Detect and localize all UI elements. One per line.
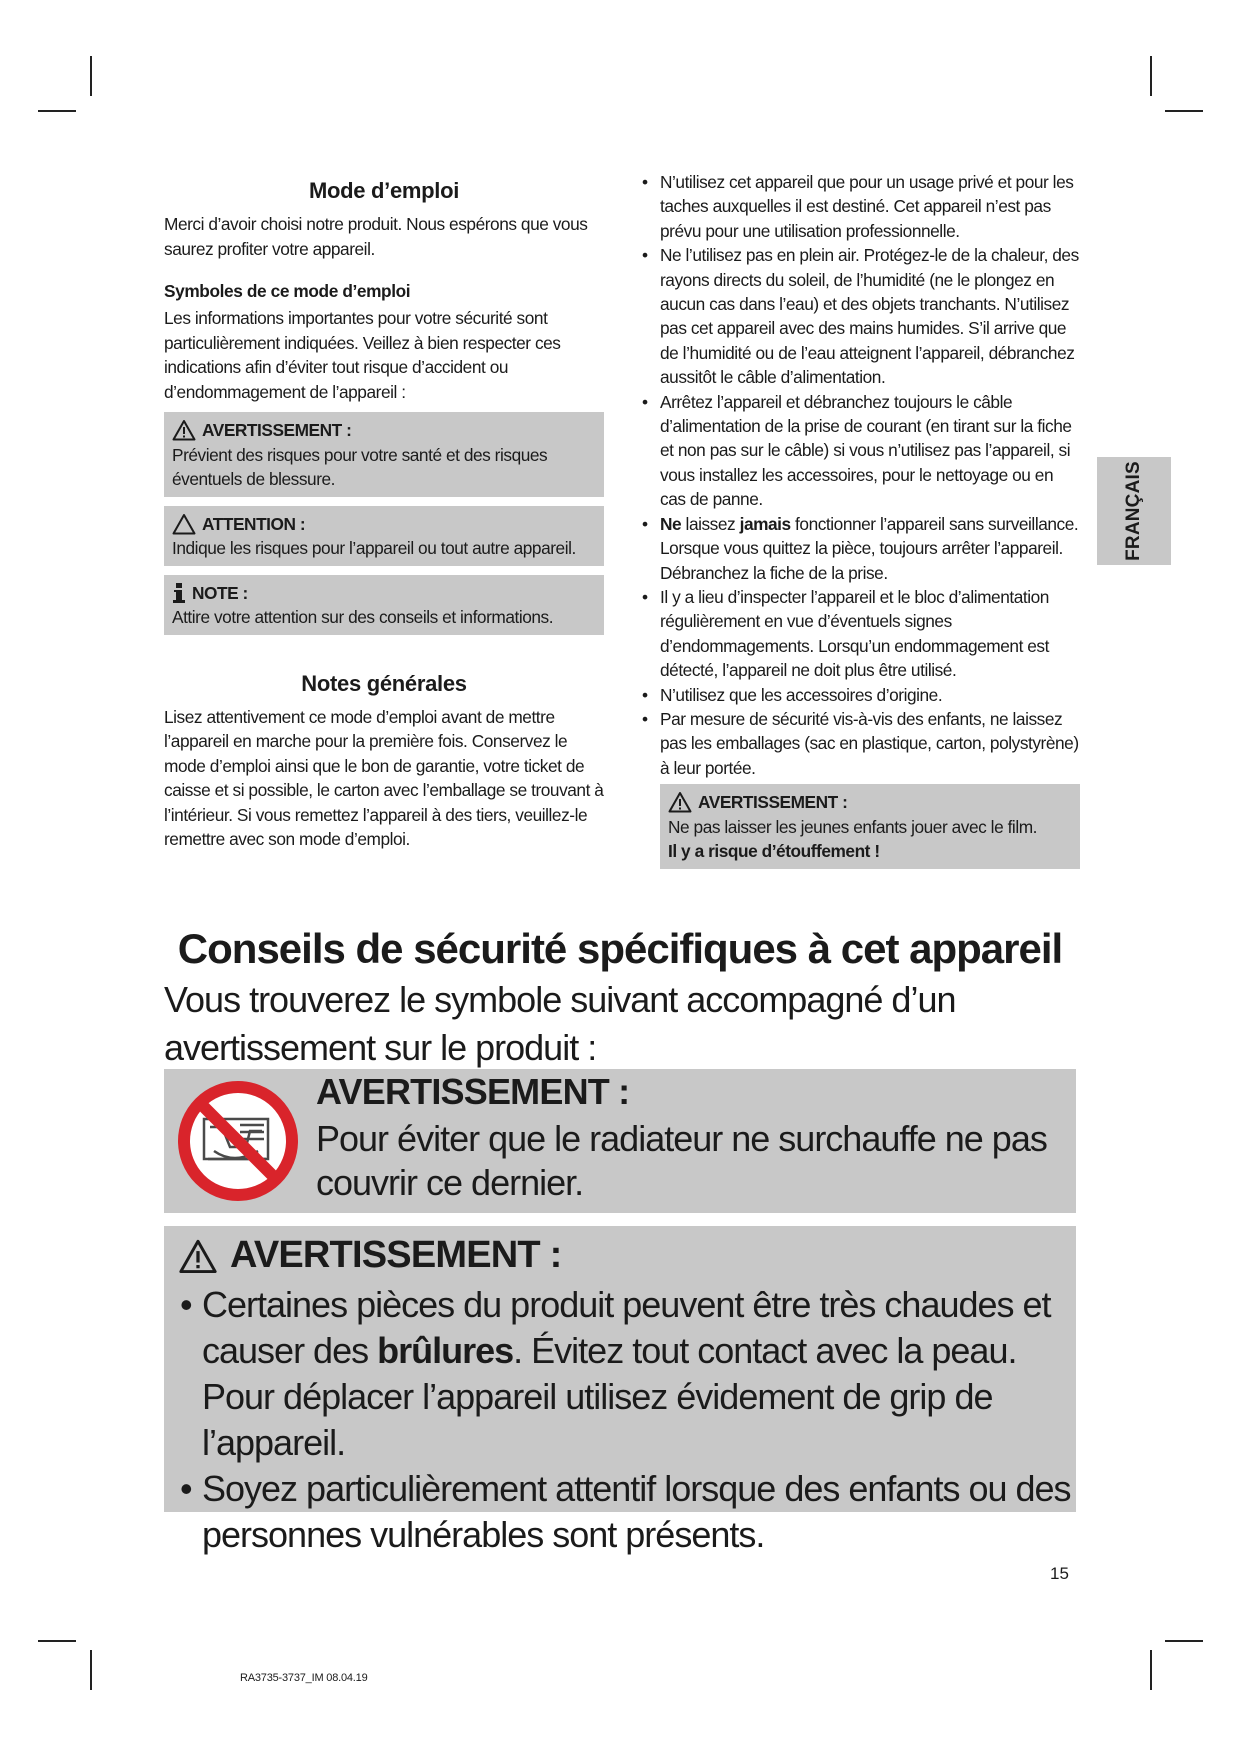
warning-label: AVERTISSEMENT :: [202, 420, 352, 440]
bold-brulures: brûlures: [377, 1330, 514, 1371]
left-column: [164, 178, 604, 852]
note-text: Attire votre attention sur des conseils et informations.: [172, 607, 554, 627]
list-item: [172, 1282, 1072, 1466]
attention-label: ATTENTION :: [202, 513, 306, 534]
attention-triangle-icon: [172, 513, 196, 535]
bold-jamais: jamais: [739, 513, 791, 534]
info-icon: [172, 582, 186, 604]
warning-box: [164, 412, 604, 497]
hot-parts-list: [172, 1282, 1072, 1558]
crop-mark: [1165, 1640, 1203, 1642]
page-number: 15: [1050, 1564, 1069, 1583]
text-fragment: Certaines pièces du produit peuvent être très chaudes et causer des: [202, 1284, 1051, 1371]
general-notes-title: Notes générales: [301, 670, 467, 696]
warning-label: AVERTISSEMENT :: [698, 792, 848, 813]
crop-mark: [1165, 110, 1203, 112]
note-box: [164, 575, 604, 635]
warning-triangle-icon: [178, 1238, 218, 1274]
do-not-cover-warning-box: [164, 1069, 1076, 1213]
attention-box: [164, 506, 604, 566]
warning-triangle-icon: [172, 419, 196, 441]
footer-code: RA3735-3737_IM 08.04.19: [240, 1672, 368, 1684]
crop-mark: [1150, 1650, 1152, 1690]
bold-ne: Ne: [660, 513, 682, 534]
list-item: • Soyez particulièrement attentif lorsque des enfants ou des personnes vulnérables sont présents.: [172, 1466, 1072, 1558]
list-item: [640, 512, 1080, 585]
safety-intro: Vous trouverez le symbole suivant accompagné d’un avertissement sur le produit :: [164, 979, 956, 1068]
list-item: • N’utilisez que les accessoires d’origine.: [640, 683, 1080, 707]
hot-parts-warning-box: [164, 1226, 1076, 1555]
crop-mark: [38, 110, 76, 112]
language-tab-label: FRANÇAIS: [1123, 461, 1144, 561]
general-notes-text: Lisez attentivement ce mode d’emploi avant de mettre l’appareil en marche pour la première fois. Conservez le mode d’emploi ainsi que le bon de garantie, votre ticket de caisse et si possible, le carton avec l’emballage se trouvant à l’intérieur. Si vous remettez l’appareil à des tiers, veuillez-le remettre avec son mode d’emploi.: [164, 706, 604, 849]
warning-label: AVERTISSEMENT :: [316, 1071, 630, 1112]
symbols-heading: Symboles de ce mode d’emploi: [164, 281, 411, 301]
do-not-cover-sign-icon: [174, 1077, 302, 1205]
crop-mark: [90, 1650, 92, 1690]
list-item: • Arrêtez l’appareil et débranchez toujours le câble d’alimentation de la prise de courant (en tirant sur la fiche et non pas sur le câble) si vous n’utilisez pas l’appareil, si vous installez les accessoires, pour le nettoyage ou en cas de panne.: [640, 390, 1080, 512]
warning-text: Ne pas laisser les jeunes enfants jouer avec le film.: [668, 816, 1038, 837]
children-warning-box: [660, 784, 1080, 869]
warning-label: AVERTISSEMENT :: [230, 1234, 562, 1276]
crop-mark: [38, 1640, 76, 1642]
text-fragment: . Évitez tout contact avec la peau. Pour déplacer l’appareil utilisez évidement de grip de l’appareil.: [202, 1330, 1017, 1463]
text-fragment: fonctionner l’appareil sans surveillance. Lorsque vous quittez la pièce, toujours arrêter l’appareil. Débranchez la fiche de la prise.: [660, 513, 1079, 583]
list-item: • Ne l’utilisez pas en plein air. Protégez-le de la chaleur, des rayons directs du soleil, de l’humidité (ne le plongez en aucun cas dans l’eau) et des objets tranchants. N’utilisez pas cet appareil avec des mains humides. S’il arrive que de l’humidité ou de l’eau atteignent l’appareil, débranchez aussitôt le câble d’alimentation.: [640, 243, 1080, 389]
safety-bullet-list: [640, 170, 1080, 780]
list-item: • Par mesure de sécurité vis-à-vis des enfants, ne laissez pas les emballages (sac en plastique, carton, polystyrène) à leur portée.: [640, 707, 1080, 780]
safety-title: Conseils de sécurité spécifiques à cet appareil: [177, 925, 1063, 972]
suffocation-warning: Il y a risque d’étouffement !: [668, 841, 880, 862]
text-fragment: laissez: [681, 513, 740, 534]
intro-text: Merci d’avoir choisi notre produit. Nous espérons que vous saurez profiter votre appareil.: [164, 214, 588, 259]
symbols-text: Les informations importantes pour votre sécurité sont particulièrement indiquées. Veillez à bien respecter ces indications afin d’éviter tout risque d’accident ou d’endommagement de l’appareil :: [164, 308, 561, 402]
crop-mark: [1150, 56, 1152, 96]
mode-emploi-title: Mode d’emploi: [308, 178, 460, 203]
warning-text: Prévient des risques pour votre santé et des risques éventuels de blessure.: [172, 444, 548, 489]
warning-text: Pour éviter que le radiateur ne surchauffe ne pas couvrir ce dernier.: [316, 1118, 1047, 1203]
note-label: NOTE :: [192, 582, 248, 603]
attention-text: Indique les risques pour l’appareil ou tout autre appareil.: [172, 538, 576, 558]
crop-mark: [90, 56, 92, 96]
list-item: • Il y a lieu d’inspecter l’appareil et le bloc d’alimentation régulièrement en vue d’éventuels signes d’endommagements. Lorsqu’un endommagement est détecté, l’appareil ne doit plus être utilisé.: [640, 585, 1080, 683]
right-column: [640, 172, 1080, 869]
warning-triangle-icon: [668, 791, 692, 813]
language-tab: [1097, 457, 1171, 565]
list-item: • N’utilisez cet appareil que pour un usage privé et pour les taches auxquelles il est destiné. Cet appareil n’est pas prévu pour une utilisation professionnelle.: [640, 170, 1080, 243]
